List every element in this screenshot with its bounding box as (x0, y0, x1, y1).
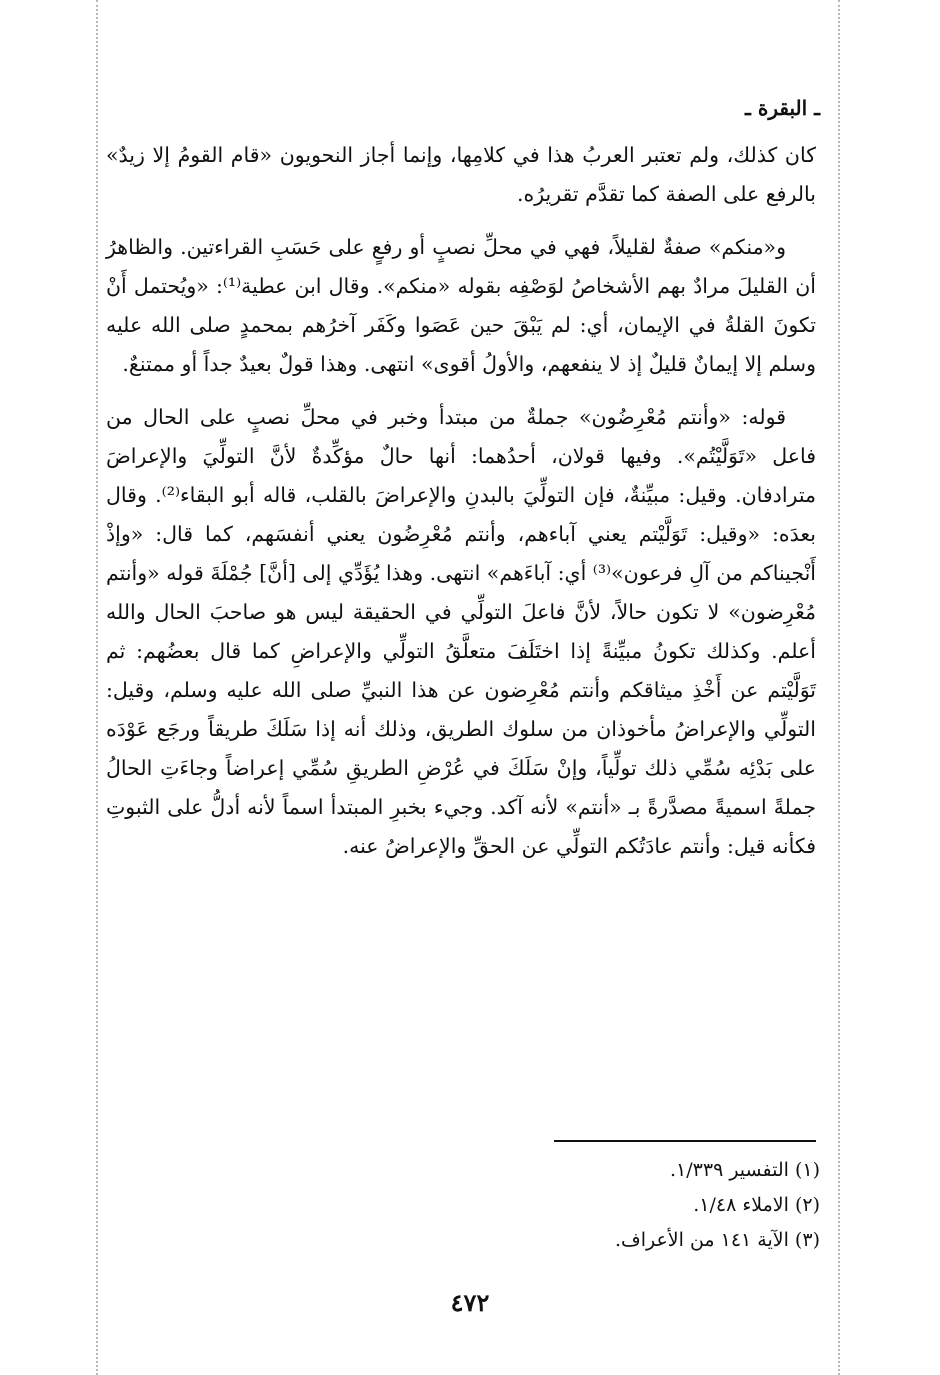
footnote-2: (٢) الاملاء ١/٤٨. (693, 1194, 820, 1216)
left-margin-dotted-rule (96, 0, 98, 1375)
paragraph-3: قوله: «وأنتم مُعْرِضُون» جملةٌ من مبتدأ وخبر في محلِّ نصبٍ على الحال من فاعل «تَوَلَّيْتُم». وفيها قولان، أحدُهما: أنها حالٌ مؤكِّدةٌ لأنَّ التولِّيَ والإعراضَ مترادفان. وقيل: مبيِّنةٌ، فإن التولِّيَ بالبدنِ والإعراضَ بالقلب، قاله أبو البقاء⁽²⁾. وقال بعدَه: «وقيل: تَوَلَّيْتم يعني آباءهم، وأنتم مُعْرِضُون يعني أنفسَهم، كما قال: «وإذْ أَنْجيناكم من آلِ فرعون»⁽³⁾ أي: آباءَهم» انتهى. وهذا يُؤَدِّي إلى [أنَّ] جُمْلَةَ قوله «وأنتم مُعْرِضون» لا تكون حالاً، لأنَّ فاعلَ التولِّي في الحقيقة ليس هو صاحبَ الحال والله أعلم. وكذلك تكونُ مبيِّنةً إذا اختَلَفَ متعلَّقُ التولِّي والإعراضِ كما قال بعضُهم: ثم تَوَلَّيْتم عن أَخْذِ ميثاقكم وأنتم مُعْرِضون عن هذا النبيِّ صلى الله عليه وسلم، وقيل: التولِّي والإعراضُ مأخوذان من سلوك الطريق، وذلك أنه إذا سَلَكَ طريقاً ورجَع عَوْدَه على بَدْئِه سُمِّي ذلك تولِّياً، وإنْ سَلَكَ في عُرْضِ الطريقِ سُمِّي إعراضاً وجاءَتِ الحالُ جملةً اسميةً مصدَّرةً بـ «أنتم» لأنه آكد. وجيء بخبرِ المبتدأ اسماً لأنه أدلُّ على الثبوتِ فكأنه قيل: وأنتم عادَتُكم التولِّي عن الحقِّ والإعراضُ عنه. (106, 405, 817, 858)
paragraph-2: و«منكم» صفةٌ لقليلاً، فهي في محلِّ نصبٍ أو رفعٍ على حَسَبِ القراءتين. والظاهرُ أن القليلَ مرادٌ بهم الأشخاصُ لوَصْفِه بقوله «منكم». وقال ابن عطية⁽¹⁾: «ويُحتمل أَنْ تكونَ القلةُ في الإيمان، أي: لم يَبْقَ حين عَصَوا وكَفَر آخرُهم بمحمدٍ صلى الله عليه وسلم إلا إيمانٌ قليلٌ إذ لا ينفعهم، والأولُ أقوى» انتهى. وهذا قولٌ بعيدٌ جداً أو ممتنعٌ. (106, 235, 816, 376)
footnotes (220, 1153, 820, 1258)
right-margin-dotted-rule (838, 0, 840, 1375)
paragraph-1: كان كذلك، ولم تعتبر العربُ هذا في كلامِها، وإنما أجاز النحويون «قام القومُ إلا زيدٌ» بالرفع على الصفة كما تقدَّم تقريرُه. (106, 143, 816, 206)
page-number: ٤٧٢ (450, 1288, 490, 1317)
footnote-separator (554, 1140, 816, 1142)
running-head: ـ البقرة ـ (745, 96, 820, 120)
footnote-1: (١) التفسير ١/٣٣٩. (670, 1159, 820, 1181)
footnote-3: (٣) الآية ١٤١ من الأعراف. (614, 1229, 820, 1251)
body-text (106, 136, 816, 880)
